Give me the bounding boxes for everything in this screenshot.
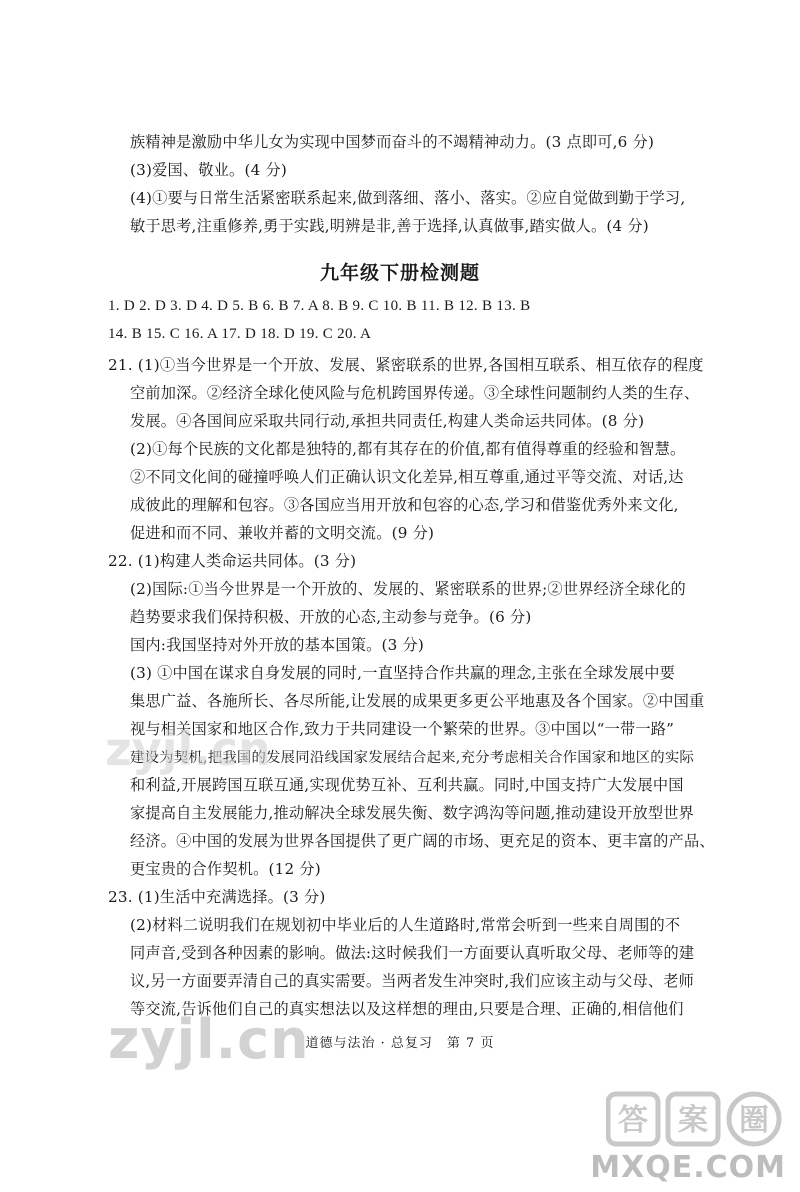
text-line: 视与相关国家和地区合作,致力于共同建设一个繁荣的世界。③中国以“一带一路” xyxy=(130,720,675,738)
answer-key-row: 1. D 2. D 3. D 4. D 5. B 6. B 7. A 8. B 9. C 10. B 11. B 12. B 13. B xyxy=(108,298,531,314)
answer-key-row: 14. B 15. C 16. A 17. D 18. D 19. C 20. A xyxy=(108,326,372,342)
text-line: 家提高自主发展能力,推动解决全球发展失衡、数字鸿沟等问题,推动建设开放型世界 xyxy=(130,804,695,822)
text-line: 和利益,开展跨国互联互通,实现优势互补、互利共赢。同时,中国支持广大发展中国 xyxy=(130,776,684,794)
watermark-text: zyjl.cn xyxy=(108,1008,310,1071)
text-line: 更宝贵的合作契机。(12 分) xyxy=(130,860,321,878)
watermark-glyph: 案 xyxy=(678,1103,708,1138)
watermark-text: MXQE.COM xyxy=(590,1150,786,1185)
text-line: ②不同文化间的碰撞呼唤人们正确认识文化差异,相互尊重,通过平等交流、对话,达 xyxy=(130,468,684,486)
section-title: 九年级下册检测题 xyxy=(319,262,480,284)
text-line: (2)①每个民族的文化都是独特的,都有其存在的价值,都有值得尊重的经验和智慧。 xyxy=(130,440,686,458)
text-line: 促进和而不同、兼收并蓄的文明交流。(9 分) xyxy=(130,524,435,542)
text-line: 议,另一方面要弄清自己的真实需要。当两者发生冲突时,我们应该主动与父母、老师 xyxy=(130,972,695,990)
watermark-logo-icon xyxy=(606,1090,784,1148)
text-line: 敏于思考,注重修养,勇于实践,明辨是非,善于选择,认真做事,踏实做人。(4 分) xyxy=(130,217,649,235)
text-line: (3)爱国、敬业。(4 分) xyxy=(130,161,287,179)
text-line: 23. (1)生活中充满选择。(3 分) xyxy=(108,888,326,906)
page-footer: 道德与法治 · 总复习 第 7 页 xyxy=(305,1036,495,1051)
text-line: 21. (1)①当今世界是一个开放、发展、紧密联系的世界,各国相互联系、相互依存的程度 xyxy=(108,356,704,374)
text-line: 成彼此的理解和包容。③各国应当用开放和包容的心态,学习和借鉴优秀外来文化, xyxy=(130,496,679,514)
watermark-text: zyjl.cn xyxy=(105,722,271,776)
text-line: 集思广益、各施所长、各尽所能,让发展的成果更多更公平地惠及各个国家。②中国重 xyxy=(130,692,705,710)
watermark-glyph: 圈 xyxy=(739,1103,769,1138)
text-line: (4)①要与日常生活紧密联系起来,做到落细、落小、落实。②应自觉做到勤于学习, xyxy=(130,189,686,207)
text-line: (2)国际:①当今世界是一个开放的、发展的、紧密联系的世界;②世界经济全球化的 xyxy=(130,580,686,598)
text-line: 空前加深。②经济全球化使风险与危机跨国界传递。③全球性问题制约人类的生存、 xyxy=(130,384,700,402)
watermark-glyph: 答 xyxy=(618,1103,648,1138)
text-line: 建设为契机,把我国的发展同沿线国家发展结合起来,充分考虑相关合作国家和地区的实际 xyxy=(130,750,694,766)
text-line: 22. (1)构建人类命运共同体。(3 分) xyxy=(108,552,357,570)
watermark-logo xyxy=(606,1090,784,1148)
text-line: 趋势要求我们保持积极、开放的心态,主动参与竞争。(6 分) xyxy=(130,608,532,626)
text-line: 族精神是激励中华儿女为实现中国梦而奋斗的不竭精神动力。(3 点即可,6 分) xyxy=(130,133,655,151)
text-line: (2)材料二说明我们在规划初中毕业后的人生道路时,常常会听到一些来自周围的不 xyxy=(130,916,681,934)
text-line: 等交流,告诉他们自己的真实想法以及这样想的理由,只要是合理、正确的,相信他们 xyxy=(130,1000,684,1018)
text-line: 经济。④中国的发展为世界各国提供了更广阔的市场、更充足的资本、更丰富的产品、 xyxy=(130,832,715,850)
text-line: 同声音,受到各种因素的影响。做法:这时候我们一方面要认真听取父母、老师等的建 xyxy=(130,944,695,962)
text-line: 发展。④各国间应采取共同行动,承担共同责任,构建人类命运共同体。(8 分) xyxy=(130,412,645,430)
text-line: (3) ①中国在谋求自身发展的同时,一直坚持合作共赢的理念,主张在全球发展中要 xyxy=(130,664,675,682)
text-line: 国内:我国坚持对外开放的基本国策。(3 分) xyxy=(130,636,425,654)
